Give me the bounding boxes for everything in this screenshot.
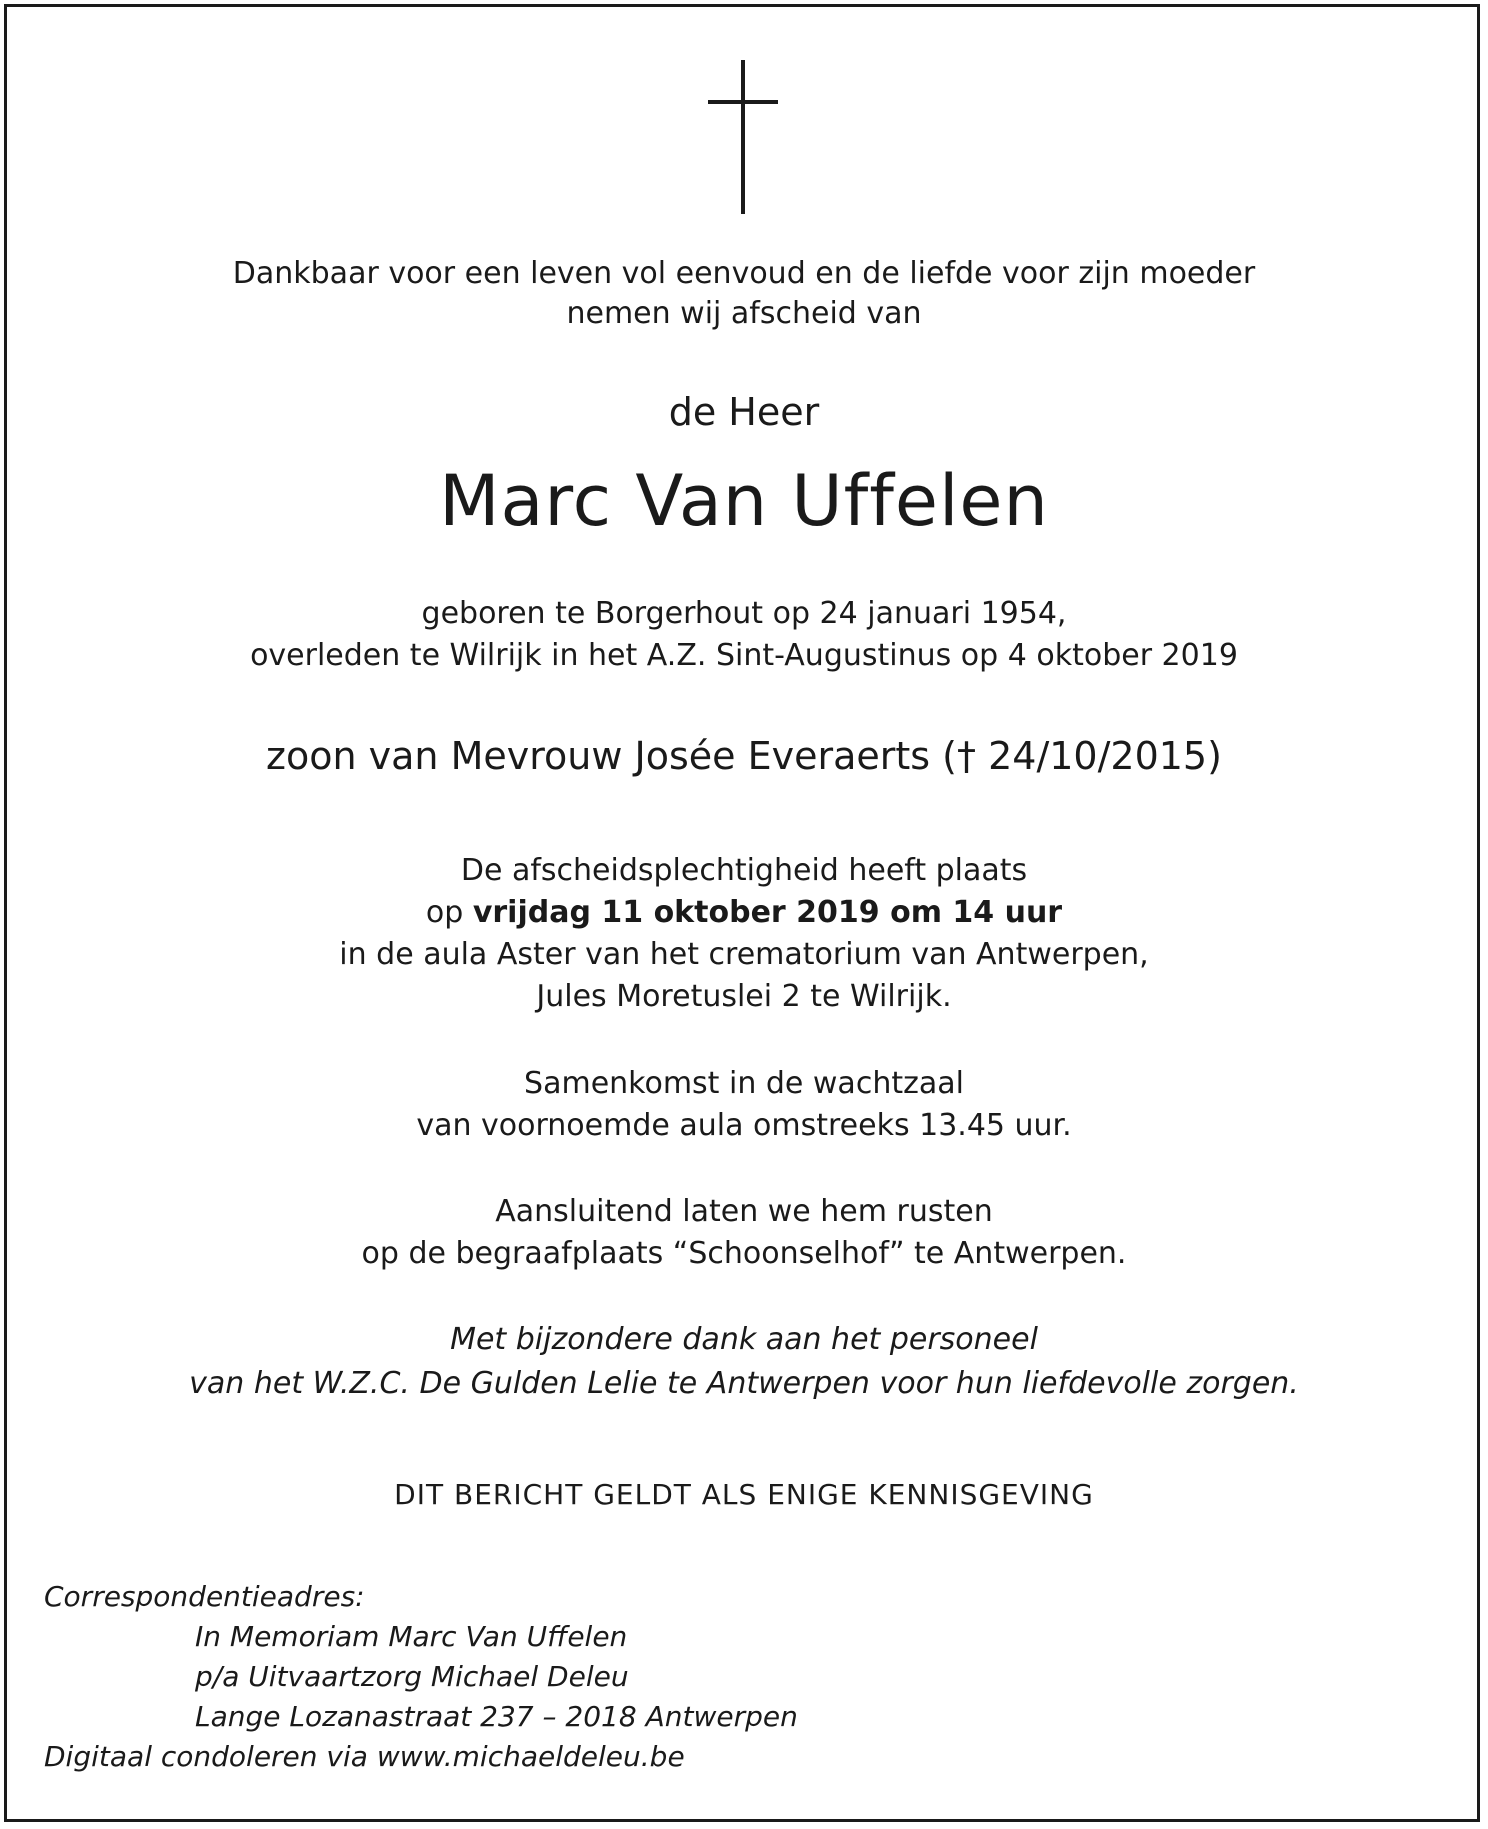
- deceased-name: Marc Van Uffelen: [439, 460, 1049, 542]
- death-line: overleden te Wilrijk in het A.Z. Sint-Augustinus op 4 oktober 2019: [250, 638, 1238, 673]
- ceremony-line-1: De afscheidsplechtigheid heeft plaats: [460, 853, 1028, 888]
- ceremony-line-4: Jules Moretuslei 2 te Wilrijk.: [536, 979, 952, 1014]
- intro-line-2: nemen wij afscheid van: [566, 296, 922, 331]
- thanks-line-2: van het W.Z.C. De Gulden Lelie te Antwerpen voor hun liefdevolle zorgen.: [189, 1366, 1299, 1401]
- correspondence-line-1: In Memoriam Marc Van Uffelen: [195, 1620, 628, 1653]
- intro-line-1: Dankbaar voor een leven vol eenvoud en de liefde voor zijn moeder: [232, 256, 1256, 291]
- gathering-line-1: Samenkomst in de wachtzaal: [524, 1066, 964, 1101]
- burial-line-1: Aansluitend laten we hem rusten: [495, 1194, 993, 1229]
- notice-line: DIT BERICHT GELDT ALS ENIGE KENNISGEVING: [394, 1478, 1094, 1511]
- correspondence-label: Correspondentieadres:: [44, 1580, 365, 1613]
- gathering-line-2: van voornoemde aula omstreeks 13.45 uur.: [416, 1108, 1072, 1143]
- ceremony-datetime: vrijdag 11 oktober 2019 om 14 uur: [472, 895, 1063, 930]
- thanks-line-1: Met bijzondere dank aan het personeel: [450, 1322, 1038, 1357]
- ceremony-line-2: [0, 895, 1488, 930]
- deceased-title: de Heer: [668, 390, 820, 434]
- burial-line-2: op de begraafplaats “Schoonselhof” te Antwerpen.: [361, 1236, 1127, 1271]
- ceremony-line-3: in de aula Aster van het crematorium van Antwerpen,: [339, 937, 1149, 972]
- son-of-line: zoon van Mevrouw Josée Everaerts († 24/10/2015): [266, 734, 1222, 778]
- cross-icon: [708, 60, 778, 214]
- condolence-link[interactable]: Digitaal condoleren via www.michaeldeleu.be: [44, 1740, 685, 1773]
- birth-line: geboren te Borgerhout op 24 januari 1954,: [421, 596, 1067, 631]
- ceremony-prefix: op: [425, 895, 473, 930]
- correspondence-line-2: p/a Uitvaartzorg Michael Deleu: [195, 1660, 629, 1693]
- correspondence-line-3: Lange Lozanastraat 237 – 2018 Antwerpen: [195, 1700, 798, 1733]
